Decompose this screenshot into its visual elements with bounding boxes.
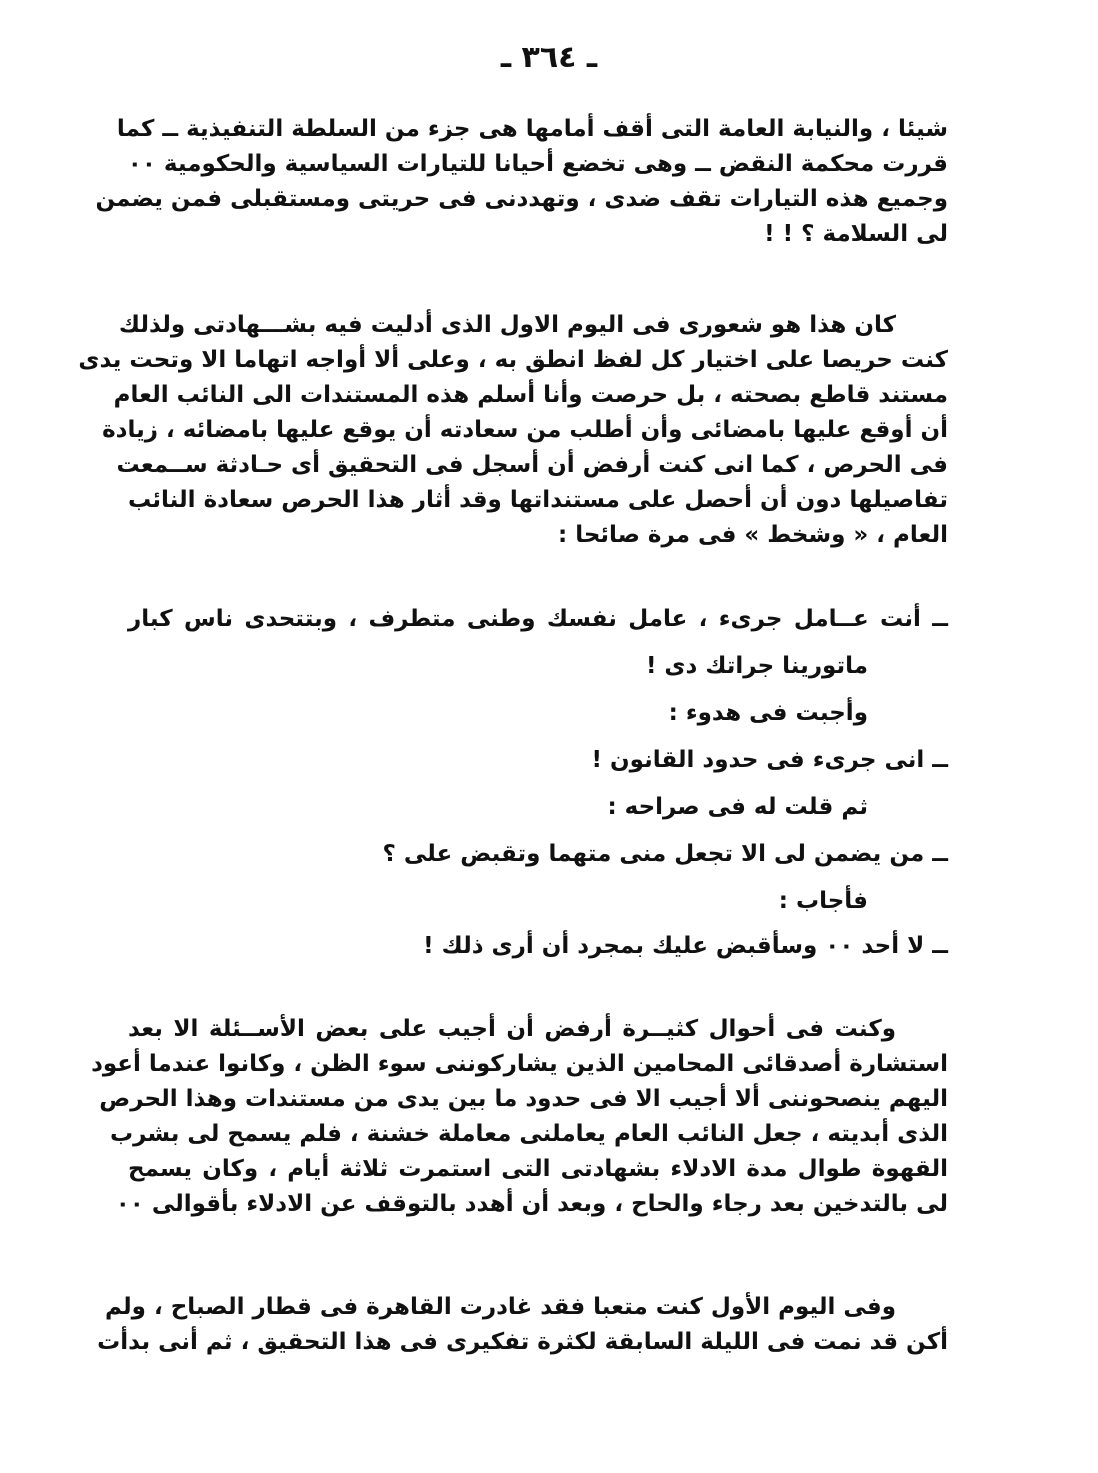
paragraph-3 <box>91 1012 948 1222</box>
paragraph-2 <box>78 308 948 553</box>
dialog-line: ثم قلت له فى صراحه : <box>607 794 868 820</box>
dialog-block <box>128 602 948 976</box>
text-line: قررت محكمة النقض ــ وهى تخضع أحيانا للتيارات السياسية والحكومية ٠٠ <box>127 151 948 177</box>
dialog-line: ــ انى جرىء فى حدود القانون ! <box>591 747 948 773</box>
dialog-line: ماتورينا جراتك دى ! <box>645 653 868 679</box>
page-number: ـ ٣٦٤ ـ <box>500 40 598 75</box>
dialog-line: فأجاب : <box>778 888 868 914</box>
paragraph-4 <box>97 1290 948 1360</box>
text-line: وكنت فى أحوال كثيــرة أرفض أن أجيب على بعض الأســئلة الا بعد <box>128 1016 896 1042</box>
dialog-line: ــ من يضمن لى الا تجعل منى متهما وتقبض على ؟ <box>382 841 948 867</box>
text-line: مستند قاطع بصحته ، بل حرصت وأنا أسلم هذه المستندات الى النائب العام <box>113 382 948 408</box>
text-line: القهوة طوال مدة الادلاء بشهادتى التى استمرت ثلاثة أيام ، وكان يسمح <box>128 1156 948 1182</box>
dialog-line: ــ لا أحد ٠٠ وسأقبض عليك بمجرد أن أرى ذلك ! <box>423 933 948 959</box>
text-line: لى بالتدخين بعد رجاء والحاح ، وبعد أن أهدد بالتوقف عن الادلاء بأقوالى ٠٠ <box>115 1191 948 1217</box>
text-line: كنت حريصا على اختيار كل لفظ انطق به ، وعلى ألا أواجه اتهاما الا وتحت يدى <box>78 347 948 373</box>
text-line: شيئا ، والنيابة العامة التى أقف أمامها هى جزء من السلطة التنفيذية ــ كما <box>116 116 948 142</box>
text-line: لى السلامة ؟ ! ! <box>764 221 948 247</box>
text-line: وفى اليوم الأول كنت متعبا فقد غادرت القاهرة فى قطار الصباح ، ولم <box>104 1294 896 1320</box>
text-line: العام ، « وشخط » فى مرة صائحا : <box>558 522 948 548</box>
text-line: وجميع هذه التيارات تقف ضدى ، وتهددنى فى حريتى ومستقبلى فمن يضمن <box>95 186 948 212</box>
dialog-line: ــ أنت عــامل جرىء ، عامل نفسك وطنى متطرف ، وبتتحدى ناس كبار <box>128 606 948 632</box>
dialog-line: وأجبت فى هدوء : <box>668 700 868 726</box>
text-line: الذى أبديته ، جعل النائب العام يعاملنى معاملة خشنة ، فلم يسمح لى بشرب <box>109 1121 948 1147</box>
text-line: فى الحرص ، كما انى كنت أرفض أن أسجل فى التحقيق أى حـادثة ســمعت <box>116 452 948 478</box>
text-line: كان هذا هو شعورى فى اليوم الاول الذى أدليت فيه بشـــهادتى ولذلك <box>118 312 896 338</box>
text-line: استشارة أصدقائى المحامين الذين يشاركوننى سوء الظن ، وكانوا عندما أعود <box>91 1051 948 1077</box>
text-line: أن أوقع عليها بامضائى وأن أطلب من سعادته أن يوقع عليها بامضائه ، زيادة <box>102 417 948 443</box>
text-line: اليهم ينصحوننى ألا أجيب الا فى حدود ما بين يدى من مستندات وهذا الحرص <box>99 1086 948 1112</box>
text-line: أكن قد نمت فى الليلة السابقة لكثرة تفكيرى فى هذا التحقيق ، ثم أنى بدأت <box>97 1329 948 1355</box>
text-line: تفاصيلها دون أن أحصل على مستنداتها وقد أثار هذا الحرص سعادة النائب <box>128 487 948 513</box>
paragraph-1 <box>95 112 948 252</box>
